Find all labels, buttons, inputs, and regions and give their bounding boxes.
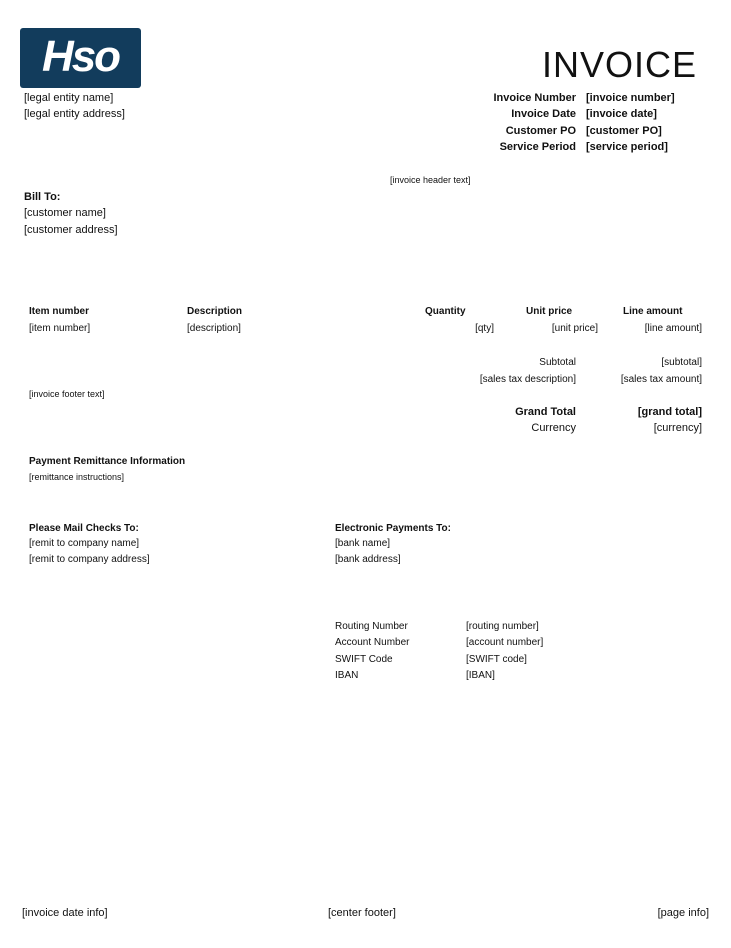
logo-text: Hso — [41, 32, 120, 81]
remittance-instructions: [remittance instructions] — [29, 472, 125, 482]
grand-total-value: [grand total] — [637, 406, 702, 418]
service-period-value: [service period] — [586, 141, 668, 153]
invoice-number-value: [invoice number] — [586, 92, 675, 104]
col-header-unit-price: Unit price — [526, 306, 573, 317]
col-header-description: Description — [187, 306, 243, 317]
legal-entity-name: [legal entity name] — [24, 92, 114, 104]
invoice-header-text: [invoice header text] — [390, 175, 471, 185]
routing-number-value: [routing number] — [466, 621, 539, 632]
invoice-date-label: Invoice Date — [511, 108, 576, 120]
iban-value: [IBAN] — [466, 670, 495, 681]
swift-code-label: SWIFT Code — [335, 654, 393, 665]
customer-po-value: [customer PO] — [586, 125, 662, 137]
customer-po-label: Customer PO — [505, 125, 576, 137]
routing-number-label: Routing Number — [335, 621, 408, 632]
invoice-number-label: Invoice Number — [493, 92, 576, 104]
customer-name: [customer name] — [24, 207, 106, 219]
cell-quantity: [qty] — [475, 323, 494, 334]
remit-company-address: [remit to company address] — [29, 554, 150, 565]
sales-tax-value: [sales tax amount] — [620, 374, 702, 385]
footer-left: [invoice date info] — [22, 907, 108, 919]
bank-name: [bank name] — [335, 538, 391, 549]
legal-entity-address: [legal entity address] — [24, 108, 125, 120]
service-period-label: Service Period — [499, 141, 576, 153]
cell-unit-price: [unit price] — [551, 323, 598, 334]
subtotal-value: [subtotal] — [661, 357, 702, 368]
account-number-value: [account number] — [466, 637, 544, 648]
sales-tax-label: [sales tax description] — [479, 374, 576, 385]
electronic-payments-title: Electronic Payments To: — [335, 523, 451, 534]
footer-right: [page info] — [657, 907, 709, 919]
col-header-line-amount: Line amount — [623, 306, 683, 317]
col-header-item-number: Item number — [29, 306, 90, 317]
account-number-label: Account Number — [335, 637, 410, 648]
col-header-quantity: Quantity — [425, 306, 466, 317]
invoice-footer-text: [invoice footer text] — [29, 389, 105, 399]
company-logo — [20, 28, 141, 88]
mail-checks-title: Please Mail Checks To: — [29, 523, 139, 534]
customer-address: [customer address] — [24, 224, 118, 236]
iban-label: IBAN — [335, 670, 359, 681]
document-title: INVOICE — [541, 44, 697, 85]
currency-label: Currency — [531, 422, 576, 434]
bill-to-label: Bill To: — [24, 191, 61, 203]
remittance-title: Payment Remittance Information — [29, 456, 186, 467]
bank-address: [bank address] — [335, 554, 401, 565]
footer-center: [center footer] — [328, 907, 396, 919]
remit-company-name: [remit to company name] — [29, 538, 140, 549]
cell-line-amount: [line amount] — [644, 323, 702, 334]
invoice-date-value: [invoice date] — [586, 108, 657, 120]
swift-code-value: [SWIFT code] — [466, 654, 527, 665]
currency-value: [currency] — [653, 422, 702, 434]
cell-description: [description] — [187, 323, 241, 334]
cell-item-number: [item number] — [29, 323, 91, 334]
grand-total-label: Grand Total — [515, 406, 576, 418]
subtotal-label: Subtotal — [539, 357, 576, 368]
